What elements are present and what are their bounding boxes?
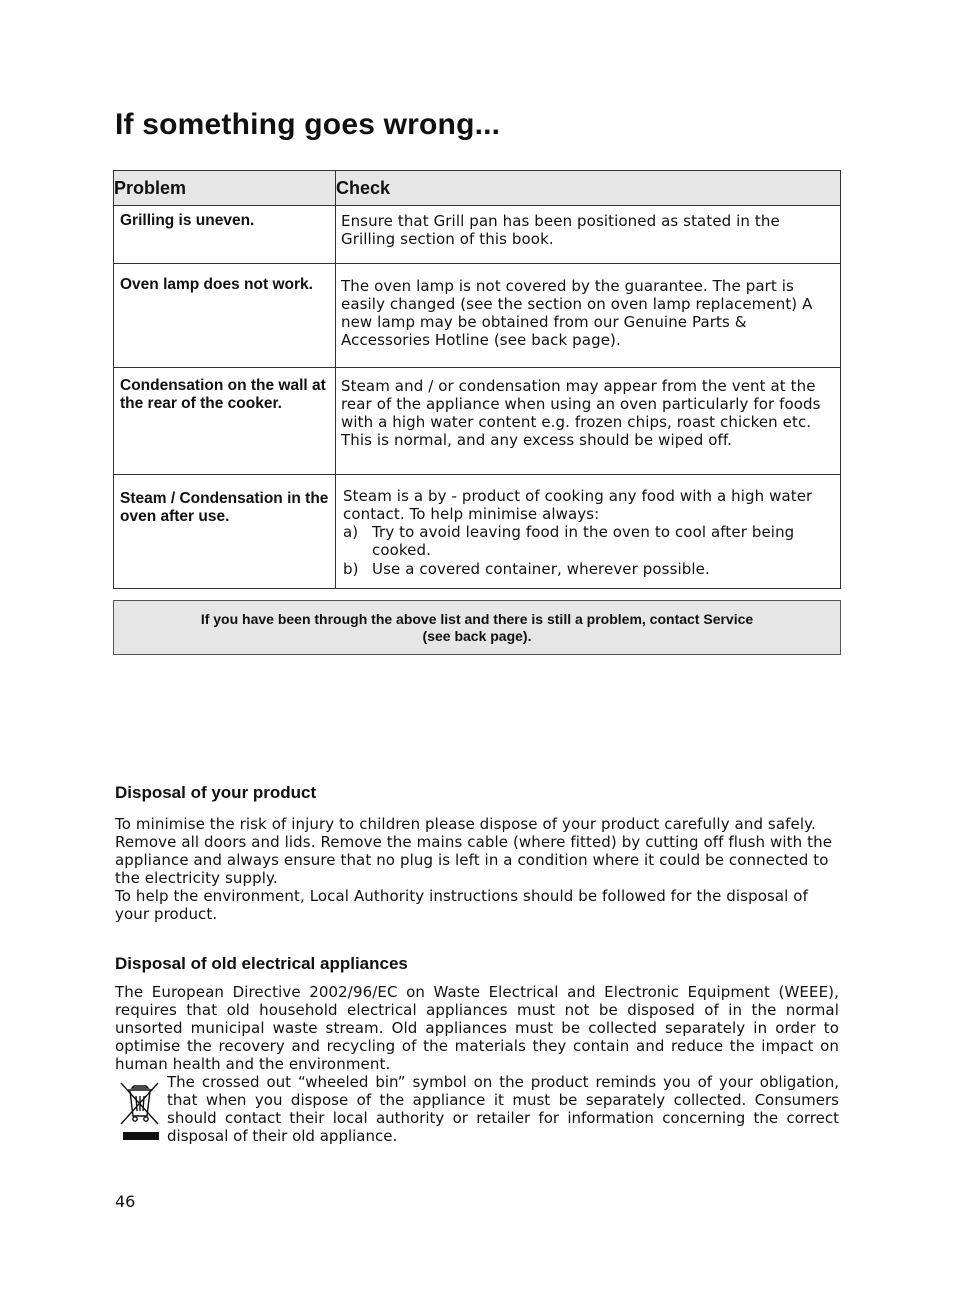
column-header-problem: Problem	[114, 171, 336, 206]
list-item-text: Try to avoid leaving food in the oven to cool after being cooked.	[372, 523, 795, 559]
section-heading-disposal-product: Disposal of your product	[115, 783, 317, 802]
weee-symbol-text: The crossed out “wheeled bin” symbol on the product reminds you of your obligation, that when you dispose of the appliance it must be separately collected. Consumers should contact their local authority or retailer for information concerning the correct disposal of their old appliance.	[167, 1073, 839, 1145]
problem-cell: Steam / Condensation in the oven after use.	[114, 475, 336, 589]
check-text: Ensure that Grill pan has been positioned as stated in the Grilling section of this book.	[341, 212, 780, 248]
list-marker: a)	[343, 523, 359, 541]
list-item	[343, 560, 834, 578]
table-row	[114, 368, 841, 475]
section-heading-disposal-weee: Disposal of old electrical appliances	[115, 954, 408, 973]
contact-service-notice	[113, 600, 841, 655]
page-title: If something goes wrong...	[115, 108, 501, 141]
check-cell	[336, 368, 841, 475]
problem-cell: Grilling is uneven.	[114, 206, 336, 264]
notice-line-2: (see back page).	[422, 628, 532, 644]
notice-line-1: If you have been through the above list and there is still a problem, contact Service	[200, 611, 754, 627]
problem-cell: Oven lamp does not work.	[114, 264, 336, 368]
crossed-out-wheeled-bin-icon	[118, 1080, 162, 1144]
list-item-text: Use a covered container, wherever possible.	[372, 560, 710, 578]
troubleshooting-table	[113, 170, 841, 589]
check-cell	[336, 475, 841, 589]
weee-text	[115, 983, 839, 1073]
list-marker: b)	[343, 560, 359, 578]
problem-cell: Condensation on the wall at the rear of the cooker.	[114, 368, 336, 475]
column-header-check: Check	[336, 171, 841, 206]
disposal-product-paragraph-2: To help the environment, Local Authority instructions should be followed for the disposal of your product.	[115, 887, 808, 923]
check-text: The oven lamp is not covered by the guarantee. The part is easily changed (see the section on oven lamp replacement) A new lamp may be obtained from our Genuine Parts & Accessories Hotline (see back page).	[341, 277, 813, 349]
check-cell	[336, 206, 841, 264]
table-header-row	[114, 171, 841, 206]
weee-paragraph-1: The European Directive 2002/96/EC on Waste Electrical and Electronic Equipment (WEEE), requires that old household electrical appliances must not be disposed of in the normal unsorted municipal waste stream. Old appliances must be collected separately in order to optimise the recovery and recycling of the materials they contain and reduce the impact on human health and the environment.	[115, 983, 839, 1073]
check-cell	[336, 264, 841, 368]
check-text: Steam is a by - product of cooking any food with a high water contact. To help minimise always:	[343, 487, 813, 523]
disposal-product-paragraph-1: To minimise the risk of injury to children please dispose of your product carefully and safely. Remove all doors and lids. Remove the mains cable (where fitted) by cutting off flush with the appliance and always ensure that no plug is left in a condition where it could be connected to the electricity supply.	[115, 815, 833, 887]
table-row	[114, 206, 841, 264]
list-item	[343, 523, 834, 559]
table-row	[114, 264, 841, 368]
check-text: Steam and / or condensation may appear from the vent at the rear of the appliance when using an oven particularly for foods with a high water content e.g. frozen chips, roast chicken etc. This is normal, and any excess should be wiped off.	[341, 377, 821, 449]
page-number: 46	[115, 1192, 136, 1211]
check-list	[343, 523, 834, 578]
disposal-product-text	[115, 815, 839, 923]
table-row	[114, 475, 841, 589]
